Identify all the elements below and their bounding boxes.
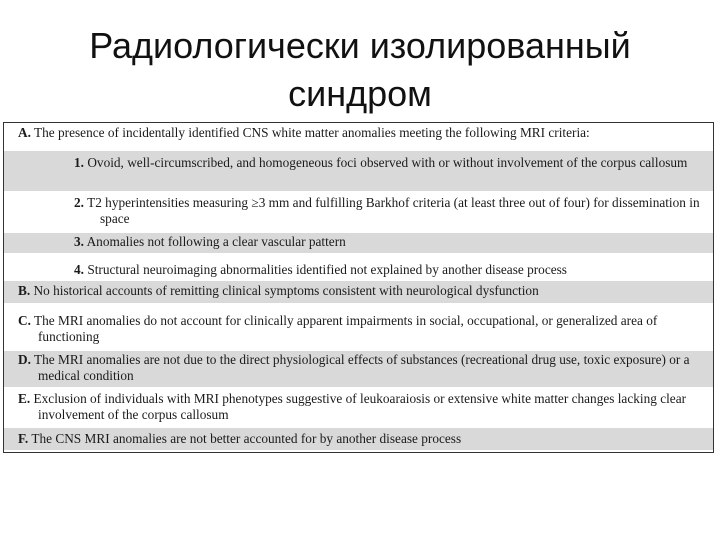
criterion-a2-text: T2 hyperintensities measuring ≥3 mm and fulfilling Barkhof criteria (at least three out of four) for dissemination in space — [87, 195, 700, 226]
criterion-a4 — [4, 257, 713, 281]
criterion-a2 — [4, 193, 713, 231]
criterion-f-label: F. — [18, 431, 29, 446]
criterion-d-text: The MRI anomalies are not due to the direct physiological effects of substances (recreational drug use, toxic exposure) or a medical condition — [34, 352, 690, 383]
criterion-a4-text: Structural neuroimaging abnormalities identified not explained by another disease process — [87, 262, 567, 277]
criterion-f — [4, 428, 713, 450]
criterion-d — [4, 351, 713, 387]
criterion-a1-text: Ovoid, well-circumscribed, and homogeneous foci observed with or without involvement of the corpus callosum — [87, 155, 688, 170]
slide-title — [20, 22, 700, 118]
criterion-e — [4, 389, 713, 427]
criterion-a3-text: Anomalies not following a clear vascular pattern — [86, 234, 346, 249]
criterion-c-text: The MRI anomalies do not account for clinically apparent impairments in social, occupational, or generalized area of functioning — [34, 313, 658, 344]
criterion-e-label: E. — [18, 391, 31, 406]
criterion-f-text: The CNS MRI anomalies are not better accounted for by another disease process — [31, 431, 462, 446]
criterion-a4-label: 4. — [74, 262, 84, 277]
criterion-b — [4, 281, 713, 303]
criterion-a-label: A. — [18, 125, 31, 140]
criterion-c-label: C. — [18, 313, 31, 328]
criterion-a1-label: 1. — [74, 155, 84, 170]
criterion-a-text: The presence of incidentally identified CNS white matter anomalies meeting the following MRI criteria: — [34, 125, 590, 140]
criterion-a3-label: 3. — [74, 234, 84, 249]
criterion-d-label: D. — [18, 352, 31, 367]
criterion-b-text: No historical accounts of remitting clinical symptoms consistent with neurological dysfunction — [33, 283, 539, 298]
criterion-a2-label: 2. — [74, 195, 84, 210]
criterion-b-label: B. — [18, 283, 31, 298]
title-line-2: синдром — [288, 73, 432, 114]
criterion-e-text: Exclusion of individuals with MRI phenotypes suggestive of leukoaraiosis or extensive white matter changes lacking clear involvement of the corpus callosum — [33, 391, 687, 422]
title-line-1: Радиологически изолированный — [89, 25, 631, 66]
criterion-a3 — [4, 233, 713, 253]
criterion-a1 — [4, 151, 713, 191]
criterion-c — [4, 307, 713, 347]
criterion-a — [4, 125, 713, 143]
criteria-table — [3, 122, 714, 453]
